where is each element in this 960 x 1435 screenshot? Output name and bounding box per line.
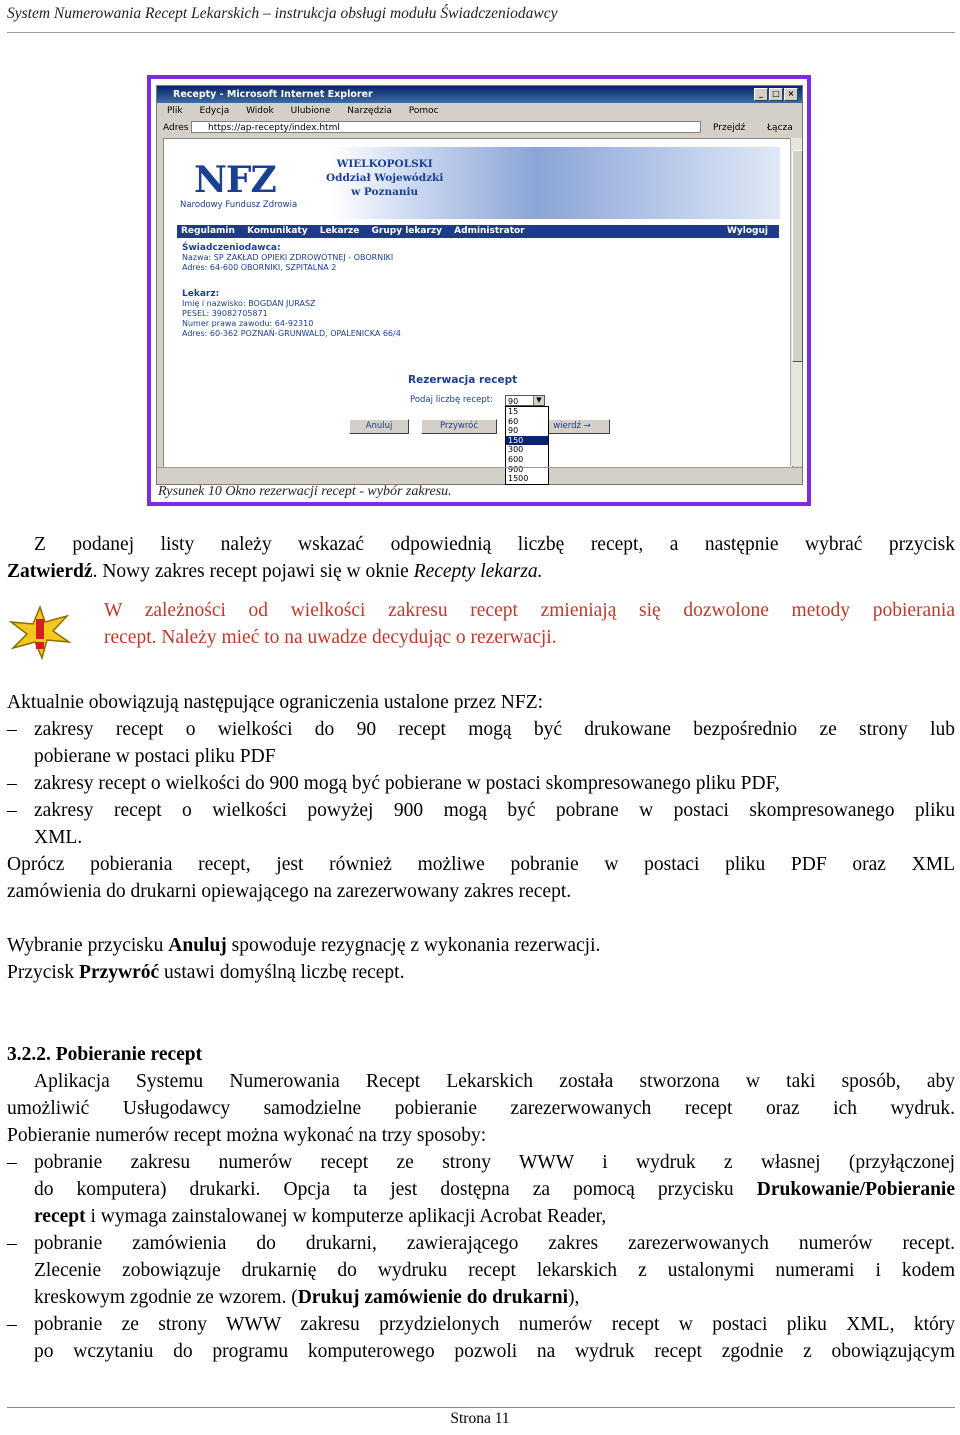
provider-heading: Świadczeniodawca: (182, 243, 281, 253)
text-run: i wymaga zainstalowanej w komputerze aplikacji Acrobat Reader, (85, 1206, 607, 1227)
window-titlebar (157, 86, 802, 103)
dropdown-option[interactable]: 15 (508, 407, 519, 416)
dropdown-option-selected[interactable]: 150 (506, 436, 548, 446)
paragraph-restore (7, 959, 955, 986)
list-item-cont (34, 1176, 955, 1203)
doctor-info (182, 289, 401, 339)
nfz-banner (174, 147, 780, 219)
list-item: zakresy recept o wielkości do 900 mogą być pobierane w postaci skompresowanego pliku PDF, (34, 773, 780, 794)
bold-przywroc: Przywróć (79, 962, 160, 983)
list-item: pobranie zamówienia do drukarni, zawierającego zakres zarezerwowanych numerów recept. (34, 1233, 955, 1254)
minimize-icon[interactable]: _ (754, 88, 768, 101)
running-header: System Numerowania Recept Lekarskich – instrukcja obsługi modułu Świadczeniodawcy (7, 5, 558, 22)
bold-drukowanie-pobieranie: Drukowanie/Pobieranie (756, 1179, 955, 1200)
menu-tools[interactable]: Narzędzia (347, 106, 392, 116)
nav-komunikaty[interactable]: Komunikaty (247, 226, 308, 236)
menu-file[interactable]: Plik (167, 106, 183, 116)
figure-frame (147, 75, 811, 506)
doctor-heading: Lekarz: (182, 289, 220, 299)
provider-name: Nazwa: SP ZAKŁAD OPIEKI ZDROWOTNEJ - OBORNIKI (182, 253, 394, 262)
page-viewport (163, 138, 793, 484)
provider-info (182, 243, 393, 273)
region-line: Oddział Wojewódzki (326, 172, 444, 184)
doctor-name: Imię i nazwisko: BOGDAN JURASZ (182, 299, 316, 308)
bullet-dash: – (7, 1152, 17, 1173)
dropdown-option[interactable]: 900 (508, 464, 524, 474)
list-item-cont (34, 1284, 955, 1311)
paragraph-instruction: Z podanej listy należy wskazać odpowiednią liczbę recept, a następnie wybrać przycisk (34, 534, 955, 555)
note-line: recept. Należy mieć to na uwadze decydując o rezerwacji. (104, 627, 557, 648)
bold-zatwierdz: Zatwierdź (7, 561, 93, 582)
list-item-cont: pobierane w postaci pliku PDF (34, 746, 276, 767)
list-item: pobranie zakresu numerów recept ze strony WWW i wydruk z własnej (przyłączonej (34, 1152, 955, 1173)
text-run: Przycisk (7, 962, 80, 983)
close-icon[interactable]: × (784, 88, 798, 101)
cancel-button[interactable]: Anuluj (349, 419, 409, 434)
bullet-dash: – (7, 1233, 17, 1254)
list-item-cont (34, 1203, 955, 1230)
scrollbar-thumb[interactable] (792, 150, 803, 362)
address-bar (157, 119, 802, 137)
address-label: Adres (163, 123, 189, 133)
menu-bar (157, 103, 802, 119)
page-scrollbar[interactable] (790, 138, 802, 466)
nfz-logo: NFZ (194, 159, 276, 201)
section-paragraph-cont: umożliwić Usługodawcy samodzielne pobieranie zarezerwowanych recept oraz ich wydruk. (7, 1098, 955, 1119)
region-line: WIELKOPOLSKI (336, 158, 433, 170)
paragraph-order: Oprócz pobierania recept, jest również możliwe pobranie w postaci pliku PDF oraz XML (7, 854, 955, 875)
figure-caption: Rysunek 10 Okno rezerwacji recept - wybór zakresu. (158, 484, 452, 499)
window-title: Recepty - Microsoft Internet Explorer (173, 89, 373, 100)
warning-icon (9, 604, 71, 660)
note-line: W zależności od wielkości zakresu recept zmieniają się dozwolone metody pobierania (104, 600, 955, 621)
bullet-dash: – (7, 719, 17, 740)
region-line: w Poznaniu (351, 186, 419, 198)
paragraph-instruction-cont (7, 558, 955, 585)
footer-rule (7, 1407, 955, 1408)
dropdown-option[interactable]: 300 (508, 445, 524, 455)
text-run: Wybranie przycisku (7, 935, 169, 956)
maximize-icon[interactable]: □ (769, 88, 783, 101)
nav-lekarze[interactable]: Lekarze (319, 226, 360, 236)
count-label: Podaj liczbę recept: (410, 395, 493, 405)
text-run: kreskowym zgodnie ze wzorem. ( (34, 1287, 298, 1308)
limits-intro: Aktualnie obowiązują następujące ograniczenia ustalone przez NFZ: (7, 692, 544, 713)
bold-drukuj-zamowienie: Drukuj zamówienie do drukarni (297, 1287, 569, 1308)
go-button[interactable]: Przejdź (713, 123, 746, 133)
chevron-down-icon[interactable]: ▼ (533, 396, 544, 405)
count-select[interactable] (505, 395, 545, 406)
text-run: . Nowy zakres recept pojawi się w oknie (92, 561, 414, 582)
nav-administrator[interactable]: Administrator (454, 226, 525, 236)
confirm-button[interactable]: wierdź → (534, 419, 610, 434)
text-run: spowoduje rezygnację z wykonania rezerwacji. (226, 935, 601, 956)
region-name (326, 157, 443, 199)
menu-view[interactable]: Widok (246, 106, 274, 116)
nav-regulamin[interactable]: Regulamin (181, 226, 235, 236)
site-nav (177, 225, 779, 238)
nav-grupy-lekarzy[interactable]: Grupy lekarzy (371, 226, 443, 236)
dropdown-option[interactable]: 1500 (508, 474, 529, 484)
doctor-pesel: PESEL: 39082705871 (182, 309, 268, 318)
dropdown-option[interactable]: 600 (508, 454, 524, 464)
dropdown-option[interactable]: 60 (508, 416, 519, 426)
dropdown-option[interactable]: 90 (508, 426, 519, 436)
paragraph-cancel (7, 932, 955, 959)
italic-recepty-lekarza: Recepty lekarza. (413, 561, 543, 582)
bullet-dash: – (7, 800, 17, 821)
page-number: Strona 11 (450, 1410, 510, 1427)
list-item: pobranie ze strony WWW zakresu przydzielonych numerów recept w postaci pliku XML, który (34, 1314, 955, 1335)
list-item: zakresy recept o wielkości do 90 recept mogą być drukowane bezpośrednio ze strony lub (34, 719, 955, 740)
menu-help[interactable]: Pomoc (408, 106, 439, 116)
section-paragraph-cont: Pobieranie numerów recept można wykonać na trzy sposoby: (7, 1125, 487, 1146)
list-item-cont: XML. (34, 827, 83, 848)
list-item: zakresy recept o wielkości powyżej 900 mogą być pobrane w postaci skompresowanego pliku (34, 800, 955, 821)
links-button[interactable]: Łącza (767, 123, 793, 133)
form-title: Rezerwacja recept (408, 374, 518, 386)
bold-anuluj: Anuluj (168, 935, 227, 956)
section-paragraph: Aplikacja Systemu Numerowania Recept Lekarskich została stworzona w taki sposób, aby (34, 1071, 955, 1092)
text-run: ustawi domyślną liczbę recept. (159, 962, 405, 983)
section-heading: 3.2.2. Pobieranie recept (7, 1044, 203, 1065)
status-bar (157, 464, 802, 484)
nav-logout[interactable]: Wyloguj (727, 226, 768, 236)
doctor-address: Adres: 60-362 POZNAŃ-GRUNWALD, OPALENICKA 66/4 (182, 329, 401, 338)
select-value: 90 (508, 397, 519, 406)
bold-recept: recept (34, 1206, 86, 1227)
restore-button[interactable]: Przywróć (421, 419, 497, 434)
browser-window (156, 85, 803, 485)
doctor-license: Numer prawa zawodu: 64-92310 (182, 319, 314, 328)
paragraph-order-cont: zamówienia do drukarni opiewającego na zarezerwowany zakres recept. (7, 881, 572, 902)
nfz-logo-subtitle: Narodowy Fundusz Zdrowia (180, 200, 298, 210)
header-rule (7, 32, 955, 33)
bullet-dash: – (7, 773, 17, 794)
menu-edit[interactable]: Edycja (199, 106, 230, 116)
provider-address: Adres: 64-600 OBORNIKI, SZPITALNA 2 (182, 263, 337, 272)
text-run: do komputera) drukarki. Opcja ta jest dostępna za pomocą przycisku (34, 1179, 757, 1200)
list-item-cont: po wczytaniu do programu komputerowego pozwoli na wydruk recept zgodnie z obowiązującym (34, 1341, 955, 1362)
bullet-dash: – (7, 1314, 17, 1335)
text-run: ), (568, 1287, 580, 1308)
list-item-cont: Zlecenie zobowiązuje drukarnię do wydruku recept lekarskich z ustalonymi numerami i kodem (34, 1260, 955, 1281)
address-input[interactable]: https://ap-recepty/index.html (191, 121, 701, 133)
menu-favorites[interactable]: Ulubione (290, 106, 331, 116)
